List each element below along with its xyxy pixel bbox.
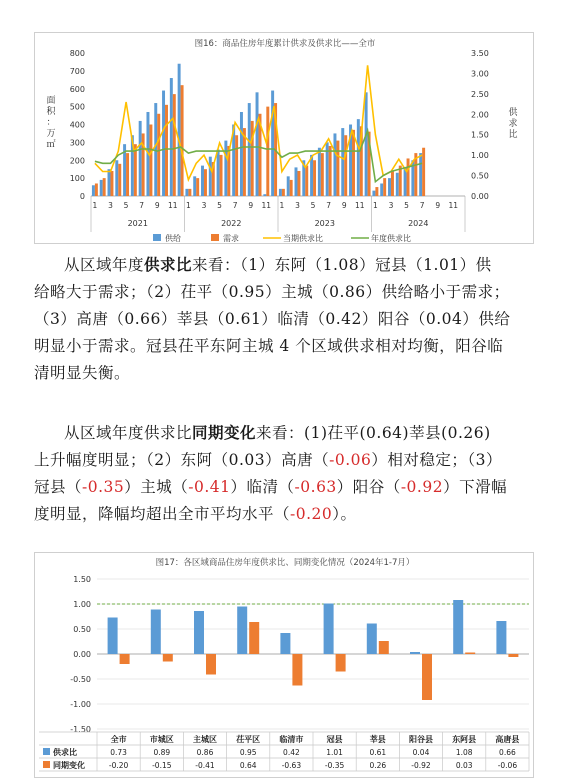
- category-label: 冠县: [326, 735, 343, 744]
- bar-supply: [287, 176, 290, 196]
- bar-demand: [149, 125, 152, 197]
- x-tick-label: 1: [373, 201, 378, 210]
- bar-change: [379, 641, 389, 654]
- bar-demand: [407, 158, 410, 196]
- y2-axis-label: 比: [508, 130, 518, 140]
- bar-supply: [178, 64, 181, 196]
- bar-supply: [295, 167, 298, 196]
- data-label-ratio: 1.08: [455, 748, 473, 757]
- bar-demand: [103, 178, 106, 196]
- y-tick-label: 200: [69, 156, 85, 166]
- y-tick-label: 0.00: [73, 650, 91, 659]
- y-tick-label: 700: [69, 66, 85, 76]
- y-axis-label: 万: [46, 129, 56, 139]
- y-tick-label: 400: [69, 120, 85, 130]
- y-tick-label: 1.50: [73, 575, 91, 584]
- data-label-change: -0.41: [195, 761, 215, 770]
- bar-supply: [201, 166, 204, 196]
- text-line: [34, 501, 504, 528]
- year-label: 2023: [314, 219, 335, 228]
- negative-value: -0.63: [294, 478, 337, 496]
- legend-label: 当期供求比: [283, 234, 323, 243]
- text-line: [34, 333, 504, 360]
- x-tick-label: 1: [279, 201, 285, 210]
- data-label-change: -0.20: [108, 761, 129, 770]
- bar-supply: [419, 153, 422, 196]
- x-tick-label: 5: [404, 201, 409, 210]
- text-segment: 给略大于需求；（2）茌平（0.95）主城（0.86）供给略小于需求；: [34, 283, 510, 301]
- bar-supply: [209, 157, 212, 196]
- x-tick-label: 3: [108, 201, 113, 210]
- bar-demand: [196, 178, 199, 196]
- y2-axis-label: 求: [508, 119, 518, 129]
- x-tick-label: 5: [217, 201, 222, 210]
- bar-supply: [388, 178, 391, 196]
- bar-supply: [256, 92, 259, 196]
- data-label-ratio: 0.61: [369, 748, 387, 757]
- text-segment: ）相对稳定；（3）: [371, 451, 502, 469]
- chart-17: [35, 553, 535, 779]
- x-tick-label: 9: [435, 201, 441, 210]
- y2-tick-label: 0.50: [471, 171, 489, 181]
- text-line: [34, 252, 504, 279]
- bar-demand: [297, 171, 300, 196]
- text-line: [34, 474, 508, 501]
- text-segment: ）。: [332, 505, 357, 523]
- text-segment: ）主城（: [124, 478, 189, 496]
- bar-supply: [396, 173, 399, 196]
- bar-change: [292, 654, 302, 686]
- y-axis-label: 面: [46, 96, 56, 106]
- x-tick-label: 3: [388, 201, 394, 210]
- bar-supply: [263, 194, 266, 196]
- bar-ratio: [410, 652, 420, 654]
- bar-change: [336, 654, 346, 672]
- y-axis-label: ：: [46, 118, 56, 128]
- data-label-change: -0.15: [152, 761, 172, 770]
- bar-change: [249, 622, 259, 654]
- data-label-ratio: 0.73: [110, 748, 127, 757]
- bar-supply: [310, 155, 313, 196]
- text-segment: ）临清（: [230, 478, 295, 496]
- y-tick-label: 600: [69, 84, 85, 94]
- bar-demand: [336, 141, 339, 196]
- bar-change: [163, 654, 173, 662]
- x-tick-label: 3: [295, 201, 300, 210]
- bar-supply: [154, 103, 157, 196]
- text-line: [34, 360, 504, 387]
- y-tick-label: 500: [69, 102, 85, 112]
- y-tick-label: 800: [69, 49, 85, 58]
- bar-change: [465, 653, 475, 655]
- bar-demand: [110, 171, 113, 196]
- data-label-ratio: 0.66: [499, 748, 516, 757]
- bar-demand: [188, 189, 191, 196]
- category-label: 主城区: [193, 735, 217, 744]
- bar-demand: [266, 107, 269, 196]
- text-line: [34, 306, 511, 333]
- x-tick-label: 11: [261, 201, 272, 210]
- text-line: [34, 279, 510, 306]
- data-label-ratio: 0.42: [283, 748, 300, 757]
- y-axis-label: ㎡: [46, 140, 56, 150]
- text-segment: 从区域年度供求比: [64, 424, 193, 442]
- bar-demand: [399, 166, 402, 196]
- y-tick-label: 1.00: [73, 600, 91, 609]
- x-tick-label: 7: [232, 201, 238, 210]
- bar-ratio: [280, 633, 290, 654]
- text-segment: 明显小于需求。冠县茌平东阿主城 4 个区域供求相对均衡，阳谷临: [34, 337, 504, 355]
- y-tick-label: 300: [69, 138, 85, 148]
- chart-17-panel: [34, 552, 534, 778]
- category-label: 临清市: [279, 735, 304, 744]
- y2-tick-label: 0.00: [471, 192, 489, 201]
- y-tick-label: -1.00: [70, 700, 91, 709]
- y-tick-label: 0: [79, 192, 85, 201]
- bar-demand: [126, 153, 129, 196]
- data-label-change: 0.26: [369, 761, 387, 770]
- bar-ratio: [108, 618, 118, 655]
- paragraph-supply-demand-ratio: [34, 252, 511, 387]
- y2-tick-label: 1.00: [471, 151, 489, 161]
- bar-demand: [290, 180, 293, 196]
- bar-supply: [92, 185, 95, 196]
- x-tick-label: 9: [248, 201, 254, 210]
- bar-ratio: [151, 610, 161, 655]
- y2-tick-label: 2.50: [471, 89, 489, 99]
- x-tick-label: 1: [92, 201, 98, 210]
- x-tick-label: 7: [419, 201, 425, 210]
- bar-demand: [383, 178, 386, 196]
- text-segment: 来看：（1）东阿（1.08）冠县（1.01）供: [192, 256, 492, 274]
- bar-supply: [115, 160, 118, 196]
- y2-tick-label: 1.50: [471, 130, 489, 140]
- legend-label: 供给: [165, 234, 181, 243]
- bold-term: 供求比: [144, 256, 193, 274]
- category-label: 高唐县: [495, 735, 520, 744]
- bar-supply: [162, 91, 165, 196]
- category-label: 东阿县: [452, 735, 477, 744]
- legend-label-ratio: 供求比: [53, 748, 77, 757]
- bar-demand: [352, 130, 355, 196]
- bar-supply: [357, 119, 360, 196]
- bar-change: [508, 654, 518, 657]
- bar-demand: [204, 169, 207, 196]
- bar-ratio: [453, 600, 463, 654]
- x-tick-label: 7: [326, 201, 332, 210]
- bar-supply: [372, 191, 375, 196]
- legend-swatch: [211, 234, 219, 241]
- bar-supply: [170, 78, 173, 196]
- x-tick-label: 1: [186, 201, 191, 210]
- category-label: 茌平区: [236, 735, 261, 744]
- x-tick-label: 11: [448, 201, 459, 210]
- bar-supply: [100, 180, 103, 196]
- data-label-ratio: 0.86: [196, 748, 214, 757]
- chart-16-panel: [34, 32, 534, 244]
- x-tick-label: 9: [341, 201, 347, 210]
- y2-tick-label: 2.00: [471, 110, 489, 120]
- negative-value: -0.35: [82, 478, 125, 496]
- data-label-change: 0.64: [239, 761, 257, 770]
- bar-supply: [318, 148, 321, 196]
- y-tick-label: -0.50: [70, 675, 91, 684]
- year-label: 2022: [221, 219, 242, 228]
- bar-demand: [235, 135, 238, 196]
- legend-swatch: [153, 234, 161, 241]
- bar-supply: [193, 176, 196, 196]
- bar-change: [120, 654, 130, 664]
- bar-supply: [139, 121, 142, 196]
- y2-tick-label: 3.50: [471, 49, 489, 58]
- bar-supply: [240, 112, 243, 196]
- category-label: 阳谷县: [409, 735, 433, 744]
- text-line: [34, 420, 504, 447]
- bar-supply: [248, 103, 251, 196]
- data-label-change: 0.03: [455, 761, 473, 770]
- x-tick-label: 3: [201, 201, 207, 210]
- paragraph-yoy-change: [34, 420, 508, 528]
- bar-demand: [181, 85, 184, 196]
- y-tick-label: -1.50: [70, 725, 91, 734]
- data-label-ratio: 0.04: [412, 748, 430, 757]
- bar-supply: [380, 183, 383, 196]
- data-label-change: -0.63: [281, 761, 302, 770]
- x-tick-label: 5: [123, 201, 129, 210]
- bar-ratio: [496, 621, 506, 654]
- bar-supply: [333, 133, 336, 196]
- legend-swatch-ratio: [43, 748, 50, 755]
- chart-16: [35, 33, 535, 245]
- bar-supply: [224, 141, 227, 196]
- text-segment: 度明显，降幅均超出全市平均水平（: [34, 505, 291, 523]
- bold-term: 同期变化: [192, 424, 257, 442]
- bar-supply: [108, 169, 111, 196]
- bar-supply: [341, 128, 344, 196]
- category-label: 莘县: [369, 735, 386, 744]
- bar-demand: [344, 135, 347, 196]
- data-label-ratio: 0.89: [153, 748, 171, 757]
- x-tick-label: 9: [154, 201, 160, 210]
- bar-demand: [391, 171, 394, 196]
- negative-value: -0.92: [400, 478, 444, 496]
- text-segment: 从区域年度: [64, 256, 145, 274]
- negative-value: -0.06: [329, 451, 372, 469]
- x-tick-label: 11: [355, 201, 365, 210]
- data-label-change: -0.92: [411, 761, 431, 770]
- data-label-ratio: 1.01: [326, 748, 343, 757]
- bar-supply: [185, 189, 188, 196]
- negative-value: -0.20: [290, 505, 333, 523]
- bar-ratio: [367, 624, 377, 655]
- chart-title: 图16：商品住房年度累计供求及供求比——全市: [194, 39, 376, 49]
- bar-demand: [375, 187, 378, 196]
- bar-demand: [173, 94, 176, 196]
- x-tick-label: 11: [168, 201, 178, 210]
- text-segment: 清明显失衡。: [34, 364, 131, 382]
- bar-demand: [321, 153, 324, 196]
- bar-demand: [329, 146, 332, 196]
- bar-demand: [157, 114, 160, 196]
- bar-demand: [220, 155, 223, 196]
- text-segment: （3）高唐（0.66）莘县（0.61）临清（0.42）阳谷（0.04）供给: [34, 310, 511, 328]
- bar-demand: [313, 160, 316, 196]
- bar-ratio: [324, 604, 334, 655]
- text-segment: ）阳谷（: [336, 478, 401, 496]
- y-tick-label: 0.50: [73, 625, 91, 634]
- text-segment: ）下滑幅: [443, 478, 508, 496]
- year-label: 2024: [408, 219, 429, 228]
- y2-axis-label: 供: [508, 108, 518, 118]
- bar-ratio: [237, 607, 247, 655]
- bar-demand: [422, 148, 425, 196]
- data-label-change: -0.35: [324, 761, 345, 770]
- text-segment: 冠县（: [34, 478, 83, 496]
- y2-tick-label: 3.00: [471, 69, 489, 79]
- legend-label-change: 同期变化: [53, 761, 85, 770]
- bar-demand: [134, 144, 137, 196]
- legend-label: 年度供求比: [371, 234, 411, 243]
- bar-supply: [365, 92, 368, 196]
- negative-value: -0.41: [188, 478, 231, 496]
- y-tick-label: 100: [69, 174, 85, 184]
- category-label: 全市: [110, 735, 127, 744]
- category-label: 市城区: [149, 735, 174, 744]
- text-segment: 来看：(1)茌平(0.64)莘县(0.26): [256, 424, 491, 442]
- year-label: 2021: [127, 219, 148, 228]
- bar-demand: [95, 183, 98, 196]
- bar-change: [206, 654, 216, 675]
- text-segment: 上升幅度明显；（2）东阿（0.03）高唐（: [34, 451, 330, 469]
- x-tick-label: 7: [139, 201, 145, 210]
- legend-swatch-change: [43, 761, 50, 768]
- data-label-ratio: 0.95: [239, 748, 257, 757]
- text-line: [34, 447, 504, 474]
- bar-demand: [251, 121, 254, 196]
- bar-demand: [282, 189, 285, 196]
- bar-supply: [217, 150, 220, 196]
- bar-demand: [165, 105, 168, 196]
- bar-demand: [118, 164, 121, 196]
- bar-change: [422, 654, 432, 700]
- y-axis-label: 积: [46, 107, 56, 117]
- legend-label: 需求: [223, 234, 239, 243]
- bar-demand: [305, 166, 308, 196]
- bar-supply: [279, 189, 282, 196]
- x-tick-label: 5: [310, 201, 316, 210]
- bar-ratio: [194, 611, 204, 654]
- data-label-change: -0.06: [497, 761, 518, 770]
- chart-title: 图17：各区域商品住房年度供求比、同期变化情况（2024年1-7月）: [155, 558, 415, 568]
